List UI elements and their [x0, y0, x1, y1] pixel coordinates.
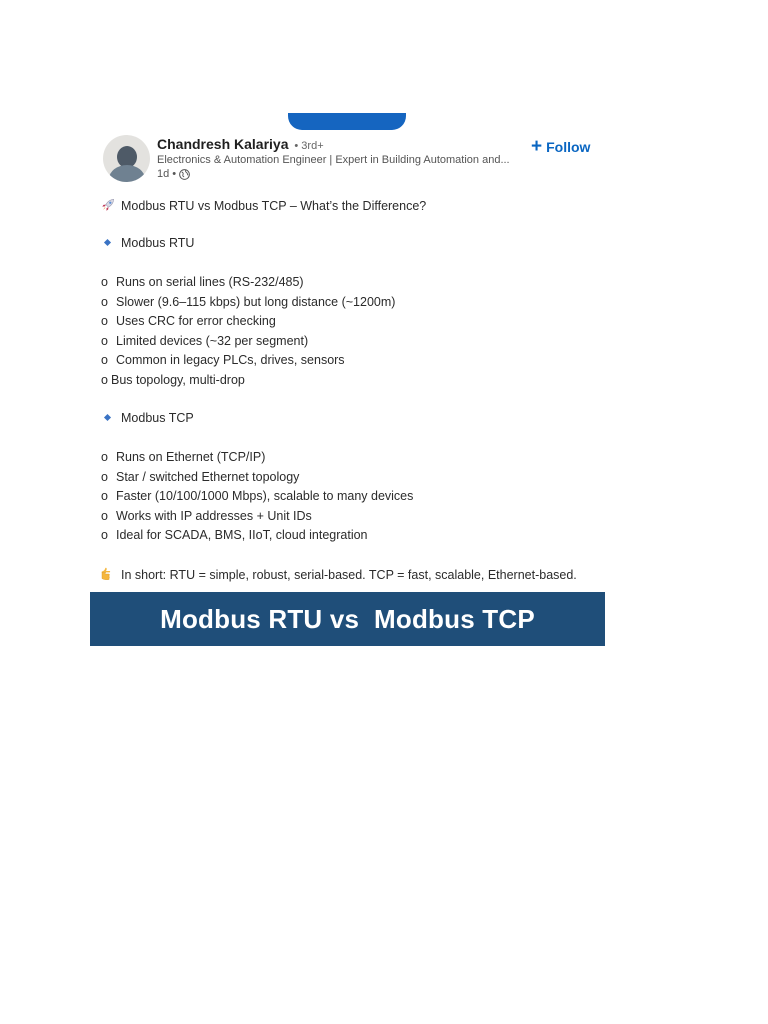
list-item — [101, 334, 308, 348]
list-item-text: Bus topology, multi-drop — [111, 373, 245, 387]
rocket-icon — [101, 198, 115, 212]
list-item-text: Limited devices (~32 per segment) — [116, 334, 309, 348]
list-item — [101, 314, 276, 328]
list-item — [101, 353, 345, 367]
pointing-hand-icon — [101, 567, 117, 581]
summary-text: In short: RTU = simple, robust, serial-based. TCP = fast, scalable, Ethernet-based. — [121, 568, 577, 582]
post-header — [103, 135, 603, 185]
avatar[interactable] — [103, 135, 150, 182]
list-bullet: o — [101, 509, 108, 523]
list-item — [101, 295, 395, 309]
post-title: Modbus RTU vs Modbus TCP – What’s the Difference? — [121, 199, 427, 213]
list-bullet: o — [101, 470, 108, 484]
follow-label: Follow — [546, 139, 591, 155]
list-item — [101, 509, 312, 523]
top-pill-button[interactable] — [288, 113, 406, 130]
summary-line — [101, 567, 577, 582]
list-bullet: o — [101, 275, 108, 289]
list-item — [101, 373, 245, 387]
list-item-text: Runs on serial lines (RS-232/485) — [116, 275, 304, 289]
list-item — [101, 528, 368, 542]
list-bullet: o — [101, 295, 108, 309]
avatar-torso — [109, 165, 145, 182]
list-item-text: Works with IP addresses + Unit IDs — [116, 509, 312, 523]
list-item-text: Faster (10/100/1000 Mbps), scalable to many devices — [116, 489, 414, 503]
list-bullet: o — [101, 373, 108, 387]
diamond-icon — [104, 239, 111, 246]
list-bullet: o — [101, 528, 108, 542]
globe-icon — [179, 169, 190, 180]
list-item-text: Ideal for SCADA, BMS, IIoT, cloud integration — [116, 528, 368, 542]
connection-degree: • 3rd+ — [294, 140, 324, 152]
post-time: 1d • — [157, 168, 177, 180]
list-item — [101, 450, 265, 464]
list-bullet: o — [101, 334, 108, 348]
list-bullet: o — [101, 353, 108, 367]
list-item-text: Uses CRC for error checking — [116, 314, 276, 328]
plus-icon: + — [531, 136, 543, 157]
rtu-heading: Modbus RTU — [121, 236, 195, 250]
list-bullet: o — [101, 314, 108, 328]
list-item — [101, 489, 413, 503]
banner-title: Modbus RTU vs Modbus TCP — [160, 603, 535, 634]
list-item — [101, 275, 304, 289]
post-meta — [157, 168, 190, 180]
rtu-heading-line — [101, 236, 194, 250]
author-headline: Electronics & Automation Engineer | Expert in Building Automation and... — [157, 154, 510, 166]
post-image-banner[interactable] — [90, 592, 605, 646]
author-name-text[interactable]: Chandresh Kalariya — [157, 136, 289, 152]
tcp-heading: Modbus TCP — [121, 411, 194, 425]
list-item — [101, 470, 299, 484]
post-title-line — [101, 198, 426, 213]
list-item-text: Star / switched Ethernet topology — [116, 470, 300, 484]
list-bullet: o — [101, 450, 108, 464]
list-item-text: Runs on Ethernet (TCP/IP) — [116, 450, 266, 464]
author-name[interactable] — [157, 136, 324, 152]
list-item-text: Slower (9.6–115 kbps) but long distance (~1200m) — [116, 295, 396, 309]
tcp-heading-line — [101, 411, 194, 425]
list-item-text: Common in legacy PLCs, drives, sensors — [116, 353, 345, 367]
diamond-icon — [104, 414, 111, 421]
list-bullet: o — [101, 489, 108, 503]
follow-button[interactable] — [531, 136, 591, 157]
